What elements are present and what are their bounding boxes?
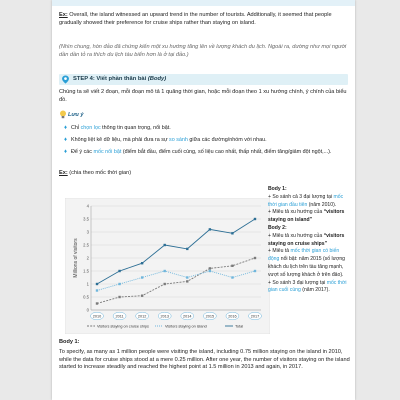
y-tick-label: 0.5 bbox=[83, 294, 89, 300]
step-title-english: (Body) bbox=[147, 76, 167, 82]
example-paragraph bbox=[59, 12, 348, 27]
note-bullet-3: Để ý các mốc nổi bật (điểm bắt đầu, điểm cuối cùng, số liệu cao nhất, thấp nhất, điểm tăng/giảm đột ngột,...). bbox=[71, 149, 332, 155]
data-point bbox=[231, 265, 233, 267]
x-tick-label: 2011 bbox=[115, 314, 124, 319]
data-point bbox=[209, 270, 211, 272]
y-tick-label: 1.5 bbox=[83, 268, 89, 274]
data-point bbox=[209, 228, 211, 230]
location-pin-icon bbox=[61, 75, 70, 84]
note-bullet-2: Không liệt kê dữ liệu, mà phải đưa ra sự so sánh giữa các đường/nhóm với nhau. bbox=[71, 137, 267, 143]
y-axis-label: Millions of visitors bbox=[73, 238, 79, 278]
data-point bbox=[186, 280, 188, 282]
data-point bbox=[118, 270, 120, 272]
body1-paragraph: To specify, as many as 1 million people were visiting the island, including 0.75 million staying on the island in 2010, while the data for cruise ships stood at a mere 0.25 million. After one year, the number of visitors staying on the island started to increase steadily and reached the highest point at 1.5 million in 2013 and again, in 2017. bbox=[59, 349, 350, 371]
data-point bbox=[186, 276, 188, 278]
data-point bbox=[141, 295, 143, 297]
side-body1-line1: + So sánh cả 3 đại lượng tại mốc thời gian đầu tiên (năm 2010). bbox=[268, 193, 344, 208]
x-tick-label: 2017 bbox=[250, 314, 260, 319]
y-tick-label: 3 bbox=[86, 229, 89, 235]
y-tick-label: 2 bbox=[86, 255, 89, 261]
data-point bbox=[164, 270, 166, 272]
note-bullet-1: Chỉ chọn lọc thông tin quan trọng, nổi bật. bbox=[71, 125, 171, 131]
legend-label: Total bbox=[235, 324, 244, 329]
side-body1-title: Body 1: bbox=[268, 186, 287, 192]
y-tick-label: 2.5 bbox=[83, 242, 89, 248]
line-chart bbox=[65, 198, 270, 334]
y-tick-label: 3.5 bbox=[83, 216, 89, 222]
data-point bbox=[231, 276, 233, 278]
data-point bbox=[96, 302, 98, 304]
step-intro: Chúng ta sẽ viết 2 đoạn, mỗi đoạn mô tả 1 quãng thời gian, hoặc mỗi đoạn theo 1 xu hướng chính, ý chính của biểu đồ. bbox=[59, 89, 347, 103]
x-tick-label: 2013 bbox=[160, 314, 169, 319]
step-title: STEP 4: Viết phần thân bài bbox=[73, 76, 147, 82]
note-heading: Lưu ý bbox=[68, 112, 84, 118]
data-point bbox=[118, 283, 120, 285]
data-point bbox=[254, 218, 256, 220]
example-2-caption: Ex: (chia theo mốc thời gian) bbox=[59, 170, 132, 176]
data-point bbox=[96, 289, 98, 291]
y-tick-label: 0 bbox=[86, 307, 89, 313]
bullet-icon: ♦ bbox=[64, 137, 68, 143]
chart-annotation-notes bbox=[268, 186, 350, 295]
lightbulb-icon bbox=[59, 110, 67, 119]
example-label: Ex: bbox=[59, 12, 68, 18]
data-point bbox=[231, 232, 233, 234]
example-translation: (Nhìn chung, hòn đảo đã chứng kiến một xu hướng tăng lên về lượng khách du lịch. Ngoài ra, dường như mọi người dần dần tỏ ra thích du lịch tàu biển hơn là ở tại đảo.) bbox=[59, 44, 347, 58]
side-body2-line2: + Miêu tả mốc thời gian có biến động nổi bật: năm 2015 (số lượng khách du lịch trên tàu tăng mạnh, vượt số lượng khách ở trên đảo). bbox=[268, 248, 345, 278]
data-point bbox=[141, 276, 143, 278]
side-body2-line1: + Miêu tả xu hướng của “visitors staying on cruise ships” bbox=[268, 232, 345, 247]
body1-heading: Body 1: bbox=[59, 339, 80, 345]
data-point bbox=[254, 270, 256, 272]
data-point bbox=[209, 267, 211, 269]
data-point bbox=[186, 248, 188, 250]
data-point bbox=[118, 296, 120, 298]
x-tick-label: 2010 bbox=[92, 314, 102, 319]
y-tick-label: 4 bbox=[86, 203, 89, 209]
example-text: Overall, the island witnessed an upward trend in the number of tourists. Additionally, it seemed that people gradually showed their preference for cruise ships rather than staying on island. bbox=[59, 12, 332, 26]
legend-label: Visitors staying on island bbox=[165, 324, 207, 329]
side-body1-line2: + Miêu tả xu hướng của “visitors staying on island” bbox=[268, 209, 345, 224]
data-point bbox=[164, 283, 166, 285]
data-point bbox=[254, 257, 256, 259]
x-tick-label: 2014 bbox=[183, 314, 192, 319]
bullet-icon: ♦ bbox=[64, 149, 68, 155]
page-top-band bbox=[52, 0, 355, 6]
side-body2-title: Body 2: bbox=[268, 224, 287, 231]
x-tick-label: 2012 bbox=[137, 314, 147, 319]
legend-label: Visitors staying on cruise ships bbox=[97, 324, 149, 329]
bullet-icon: ♦ bbox=[64, 125, 68, 131]
x-tick-label: 2015 bbox=[205, 314, 215, 319]
y-tick-label: 1 bbox=[86, 281, 89, 287]
data-point bbox=[141, 262, 143, 264]
x-tick-label: 2016 bbox=[228, 314, 237, 319]
step-4-header bbox=[59, 74, 348, 85]
side-body2-line3: + So sánh 3 đại lượng tại mốc thời gian cuối cùng (năm 2017). bbox=[268, 279, 347, 294]
data-point bbox=[164, 244, 166, 246]
textbook-page bbox=[52, 0, 355, 400]
data-point bbox=[96, 283, 98, 285]
